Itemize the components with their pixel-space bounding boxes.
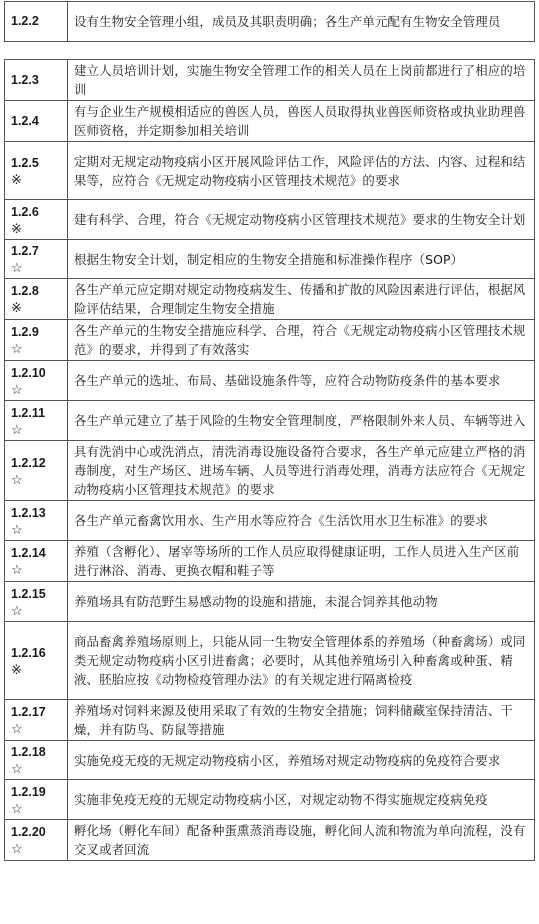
item-mark: ☆: [11, 562, 23, 577]
table-row: [5, 2, 535, 42]
item-mark: ☆: [11, 260, 23, 275]
requirement-text: 孵化场（孵化车间）配备种蛋熏蒸消毒设施，孵化间人流和物流为单向流程，没有交叉或者回流: [68, 820, 535, 861]
item-number: 1.2.2: [11, 14, 39, 28]
item-number-cell: [5, 700, 68, 741]
table-row: [5, 501, 535, 541]
table-row: [5, 361, 535, 401]
table-row: [5, 101, 535, 142]
item-number: 1.2.9: [11, 325, 39, 339]
item-number-cell: [5, 541, 68, 582]
item-number: 1.2.11: [11, 405, 46, 420]
item-number-cell: [5, 142, 68, 200]
requirement-text: 养殖场具有防范野生易感动物的设施和措施，未混合饲养其他动物: [68, 582, 535, 622]
item-number-cell: [5, 622, 68, 700]
item-number-cell: [5, 820, 68, 861]
table-row: [5, 741, 535, 780]
table-row: [5, 820, 535, 861]
requirement-text: 有与企业生产规模相适应的兽医人员，兽医人员取得执业兽医师资格或执业助理兽医师资格，并定期参加相关培训: [68, 101, 535, 142]
item-mark: ※: [11, 661, 22, 677]
item-number: 1.2.5: [11, 155, 39, 170]
item-number: 1.2.3: [11, 72, 39, 87]
table-b: [4, 59, 535, 861]
item-mark: ☆: [11, 602, 23, 618]
item-mark: ☆: [11, 341, 23, 356]
item-number-cell: [5, 361, 68, 401]
item-number: 1.2.10: [11, 365, 46, 380]
table-row: [5, 320, 535, 361]
item-number: 1.2.15: [11, 586, 46, 601]
table-row: [5, 60, 535, 101]
item-number: 1.2.14: [11, 546, 46, 560]
item-number-cell: [5, 200, 68, 240]
item-number-cell: [5, 741, 68, 780]
table-row: [5, 582, 535, 622]
requirement-text: 实施免疫无疫的无规定动物疫病小区，养殖场对规定动物疫病的免疫符合要求: [68, 741, 535, 780]
item-number: 1.2.16: [11, 645, 46, 660]
item-mark: ☆: [11, 521, 23, 537]
table-row: [5, 700, 535, 741]
requirement-text: 设有生物安全管理小组，成员及其职责明确；各生产单元配有生物安全管理员: [68, 2, 535, 42]
item-number: 1.2.19: [11, 784, 46, 799]
requirement-text: 各生产单元建立了基于风险的生物安全管理制度，严格限制外来人员、车辆等进入: [68, 401, 535, 441]
item-number-cell: [5, 240, 68, 279]
requirement-text: 根据生物安全计划，制定相应的生物安全措施和标准操作程序（SOP）: [68, 240, 535, 279]
item-number-cell: [5, 101, 68, 142]
item-mark: ☆: [11, 800, 23, 816]
requirement-text: 各生产单元的选址、布局、基础设施条件等，应符合动物防疫条件的基本要求: [68, 361, 535, 401]
item-number: 1.2.4: [11, 113, 39, 128]
item-mark: ※: [11, 220, 22, 236]
item-number-cell: [5, 441, 68, 501]
requirement-text: 具有洗消中心或洗消点，清洗消毒设施设备符合要求，各生产单元应建立严格的消毒制度，对生产场区、进场车辆、人员等进行消毒处理，消毒方法应符合《无规定动物疫病小区管理技术规范》的要求: [68, 441, 535, 501]
requirement-text: 建有科学、合理，符合《无规定动物疫病小区管理技术规范》要求的生物安全计划: [68, 200, 535, 240]
requirement-text: 养殖（含孵化）、屠宰等场所的工作人员应取得健康证明，工作人员进入生产区前进行淋浴、消毒、更换衣帽和鞋子等: [68, 541, 535, 582]
item-number: 1.2.12: [11, 455, 46, 470]
item-number-cell: [5, 780, 68, 820]
item-mark: ☆: [11, 841, 23, 856]
item-number: 1.2.7: [11, 244, 39, 258]
item-number: 1.2.8: [11, 284, 39, 298]
table-row: [5, 142, 535, 200]
requirement-text: 定期对无规定动物疫病小区开展风险评估工作，风险评估的方法、内容、过程和结果等，应符合《无规定动物疫病小区管理技术规范》的要求: [68, 142, 535, 200]
item-number-cell: [5, 501, 68, 541]
table-row: [5, 200, 535, 240]
requirement-text: 养殖场对饲料来源及使用采取了有效的生物安全措施；饲料储藏室保持清洁、干燥，并有防鸟、防鼠等措施: [68, 700, 535, 741]
requirement-text: 实施非免疫无疫的无规定动物疫病小区，对规定动物不得实施规定疫病免疫: [68, 780, 535, 820]
item-number: 1.2.18: [11, 745, 46, 759]
requirement-text: 各生产单元的生物安全措施应科学、合理，符合《无规定动物疫病小区管理技术规范》的要求，并得到了有效落实: [68, 320, 535, 361]
table-row: [5, 441, 535, 501]
table-row: [5, 541, 535, 582]
requirement-text: 建立人员培训计划，实施生物安全管理工作的相关人员在上岗前都进行了相应的培训: [68, 60, 535, 101]
item-mark: ※: [11, 171, 22, 187]
item-mark: ☆: [11, 761, 23, 776]
requirement-text: 各生产单元畜禽饮用水、生产用水等应符合《生活饮用水卫生标准》的要求: [68, 501, 535, 541]
table-row: [5, 240, 535, 279]
table-row: [5, 279, 535, 320]
table-a: [4, 1, 535, 42]
table-row: [5, 401, 535, 441]
item-mark: ☆: [11, 721, 23, 736]
item-mark: ※: [11, 300, 22, 315]
table-row: [5, 622, 535, 700]
item-mark: ☆: [11, 421, 23, 437]
item-number: 1.2.13: [11, 505, 46, 520]
item-number-cell: [5, 60, 68, 101]
item-number-cell: [5, 279, 68, 320]
item-number-cell: [5, 320, 68, 361]
table-row: [5, 780, 535, 820]
item-mark: ☆: [11, 381, 23, 397]
item-number: 1.2.17: [11, 705, 46, 719]
item-number-cell: [5, 582, 68, 622]
item-number-cell: [5, 2, 68, 42]
requirement-text: 各生产单元应定期对规定动物疫病发生、传播和扩散的风险因素进行评估，根据风险评估结果，合理制定生物安全措施: [68, 279, 535, 320]
item-number-cell: [5, 401, 68, 441]
requirement-text: 商品畜禽养殖场原则上，只能从同一生物安全管理体系的养殖场（种畜禽场）或同类无规定动物疫病小区引进畜禽；必要时，从其他养殖场引入种畜禽或种蛋、精液、胚胎应按《动物检疫管理办法》的有关规定进行隔离检疫: [68, 622, 535, 700]
item-number: 1.2.6: [11, 204, 39, 219]
item-mark: ☆: [11, 471, 23, 487]
item-number: 1.2.20: [11, 825, 46, 839]
